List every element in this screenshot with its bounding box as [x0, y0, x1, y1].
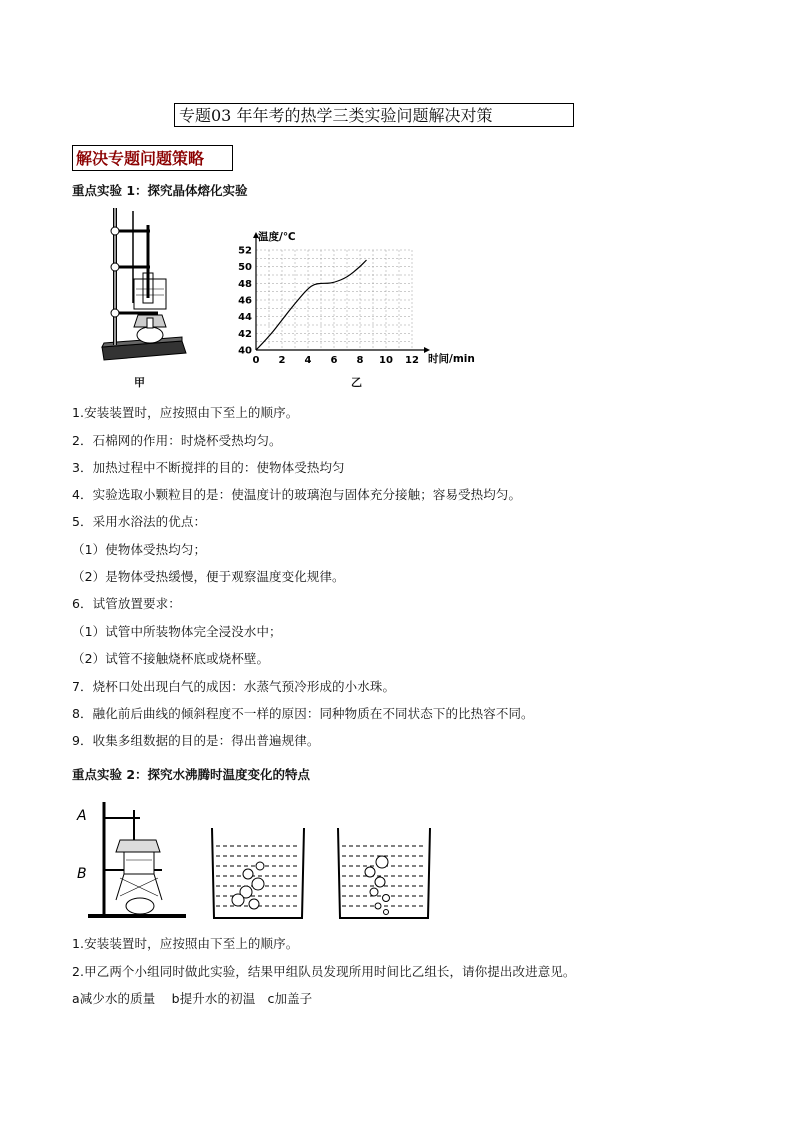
y-tick-label: 52	[238, 245, 252, 257]
exp1-item-5-2: （2）是物体受热缓慢，便于观察温度变化规律。	[72, 569, 345, 584]
exp2-item-2: 2.甲乙两个小组同时做此实验，结果甲组队员发现所用时间比乙组长，请你提出改进意见。	[72, 964, 576, 979]
label-a: A	[77, 808, 87, 824]
exp1-item-6: 6．试管放置要求：	[72, 596, 181, 611]
exp1-item-6-1: （1）试管中所装物体完全浸没水中；	[72, 624, 282, 639]
label-b: B	[77, 866, 87, 882]
y-tick-label: 42	[238, 328, 252, 340]
exp1-item-2: 2．石棉网的作用：时烧杯受热均匀。	[72, 433, 282, 448]
y-tick-label: 40	[238, 345, 252, 357]
exp1-item-9: 9．收集多组数据的目的是：得出普遍规律。	[72, 733, 320, 748]
strategy-heading: 解决专题问题策略	[72, 145, 233, 171]
x-axis-label: 时间/min	[428, 353, 475, 365]
temperature-curve	[256, 260, 367, 350]
exp1-item-6-2: （2）试管不接触烧杯底或烧杯壁。	[72, 651, 270, 666]
exp1-item-3: 3．加热过程中不断搅拌的目的：使物体受热均匀	[72, 460, 345, 475]
x-tick-label: 12	[405, 355, 419, 366]
boiling-apparatus-figure	[74, 800, 190, 926]
exp1-item-5-1: （1）使物体受热均匀；	[72, 542, 207, 557]
exp1-item-7: 7．烧杯口处出现白气的成因：水蒸气预冷形成的小水珠。	[72, 679, 396, 694]
melting-temperature-chart	[222, 226, 484, 366]
y-axis-label: 温度/℃	[258, 231, 296, 243]
exp2-item-1: 1.安装装置时，应按照由下至上的顺序。	[72, 936, 299, 951]
caption-jia: 甲	[134, 376, 145, 389]
beaker-during-boiling	[334, 826, 434, 926]
y-tick-label: 46	[238, 295, 252, 307]
exp1-item-8: 8．融化前后曲线的倾斜程度不一样的原因：同种物质在不同状态下的比热容不同。	[72, 706, 534, 721]
experiment1-heading: 重点实验 1：探究晶体熔化实验	[72, 183, 248, 198]
experiment2-heading: 重点实验 2：探究水沸腾时温度变化的特点	[72, 767, 311, 782]
x-tick-label: 6	[330, 355, 338, 366]
page-title: 专题03 年年考的热学三类实验问题解决对策	[174, 103, 574, 127]
exp1-item-1: 1.安装装置时，应按照由下至上的顺序。	[72, 405, 299, 420]
caption-yi: 乙	[351, 376, 362, 389]
x-tick-label: 10	[379, 355, 393, 366]
x-tick-label: 0	[252, 355, 260, 366]
exp1-item-4: 4．实验选取小颗粒目的是：使温度计的玻璃泡与固体充分接触；容易受热均匀。	[72, 487, 522, 502]
y-tick-label: 50	[238, 262, 252, 274]
x-tick-label: 8	[356, 355, 364, 366]
y-tick-label: 48	[238, 278, 252, 290]
exp1-item-5: 5．采用水浴法的优点：	[72, 514, 207, 529]
melting-apparatus-figure	[98, 203, 188, 365]
x-tick-label: 2	[278, 355, 286, 366]
x-tick-label: 4	[304, 355, 312, 366]
y-tick-label: 44	[238, 312, 252, 324]
exp2-item-3: a减少水的质量 b提升水的初温 c加盖子	[72, 991, 313, 1006]
beaker-before-boiling	[208, 826, 308, 926]
